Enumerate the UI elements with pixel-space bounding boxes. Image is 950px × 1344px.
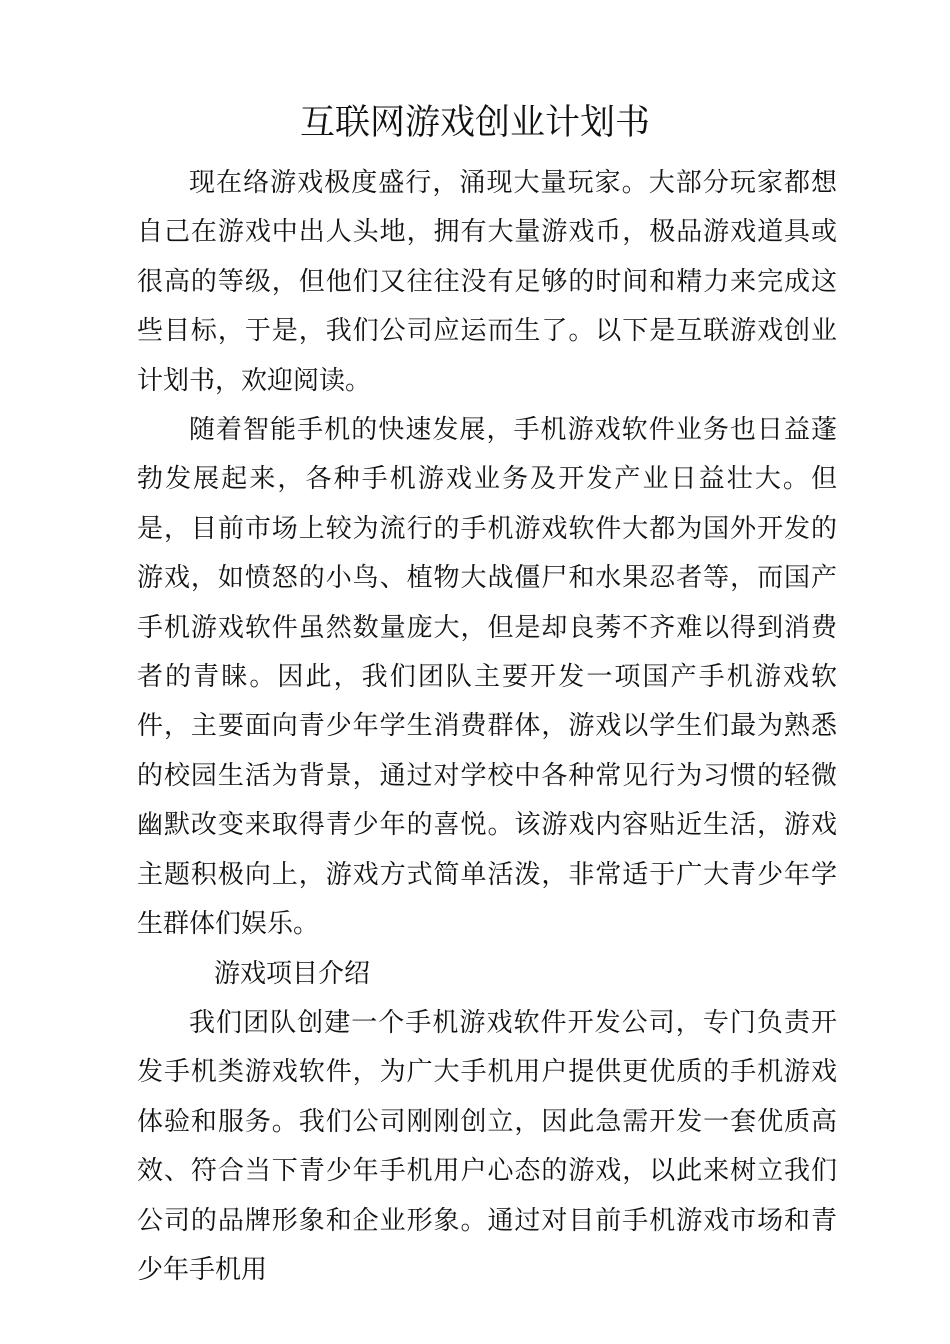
paragraph-market-background: 随着智能手机的快速发展，手机游戏软件业务也日益蓬勃发展起来，各种手机游戏业务及开发产业日益壮大。但是，目前市场上较为流行的手机游戏软件大都为国外开发的游戏，如愤怒的小鸟、植物大战僵尸和水果忍者等，而国产手机游戏软件虽然数量庞大，但是却良莠不齐难以得到消费者的青睐。因此，我们团队主要开发一项国产手机游戏软件，主要面向青少年学生消费群体，游戏以学生们最为熟悉的校园生活为背景，通过对学校中各种常见行为习惯的轻微幽默改变来取得青少年的喜悦。该游戏内容贴近生活，游戏主题积极向上，游戏方式简单活泼，非常适于广大青少年学生群体们娱乐。: [137, 415, 837, 940]
document-body: [137, 159, 837, 1295]
paragraph-project-intro: 我们团队创建一个手机游戏软件开发公司，专门负责开发手机类游戏软件，为广大手机用户提供更优质的手机游戏体验和服务。我们公司刚刚创立，因此急需开发一套优质高效、符合当下青少年手机用户心态的游戏，以此来树立我们公司的品牌形象和企业形象。通过对目前手机游戏市场和青少年手机用: [137, 1007, 837, 1285]
section-heading: 游戏项目介绍: [214, 958, 371, 989]
document-title: 互联网游戏创业计划书: [299, 103, 650, 143]
paragraph-intro: 现在络游戏极度盛行，涌现大量玩家。大部分玩家都想自己在游戏中出人头地，拥有大量游戏币，极品游戏道具或很高的等级，但他们又往往没有足够的时间和精力来完成这些目标，于是，我们公司应运而生了。以下是互联游戏创业计划书，欢迎阅读。: [137, 168, 837, 396]
